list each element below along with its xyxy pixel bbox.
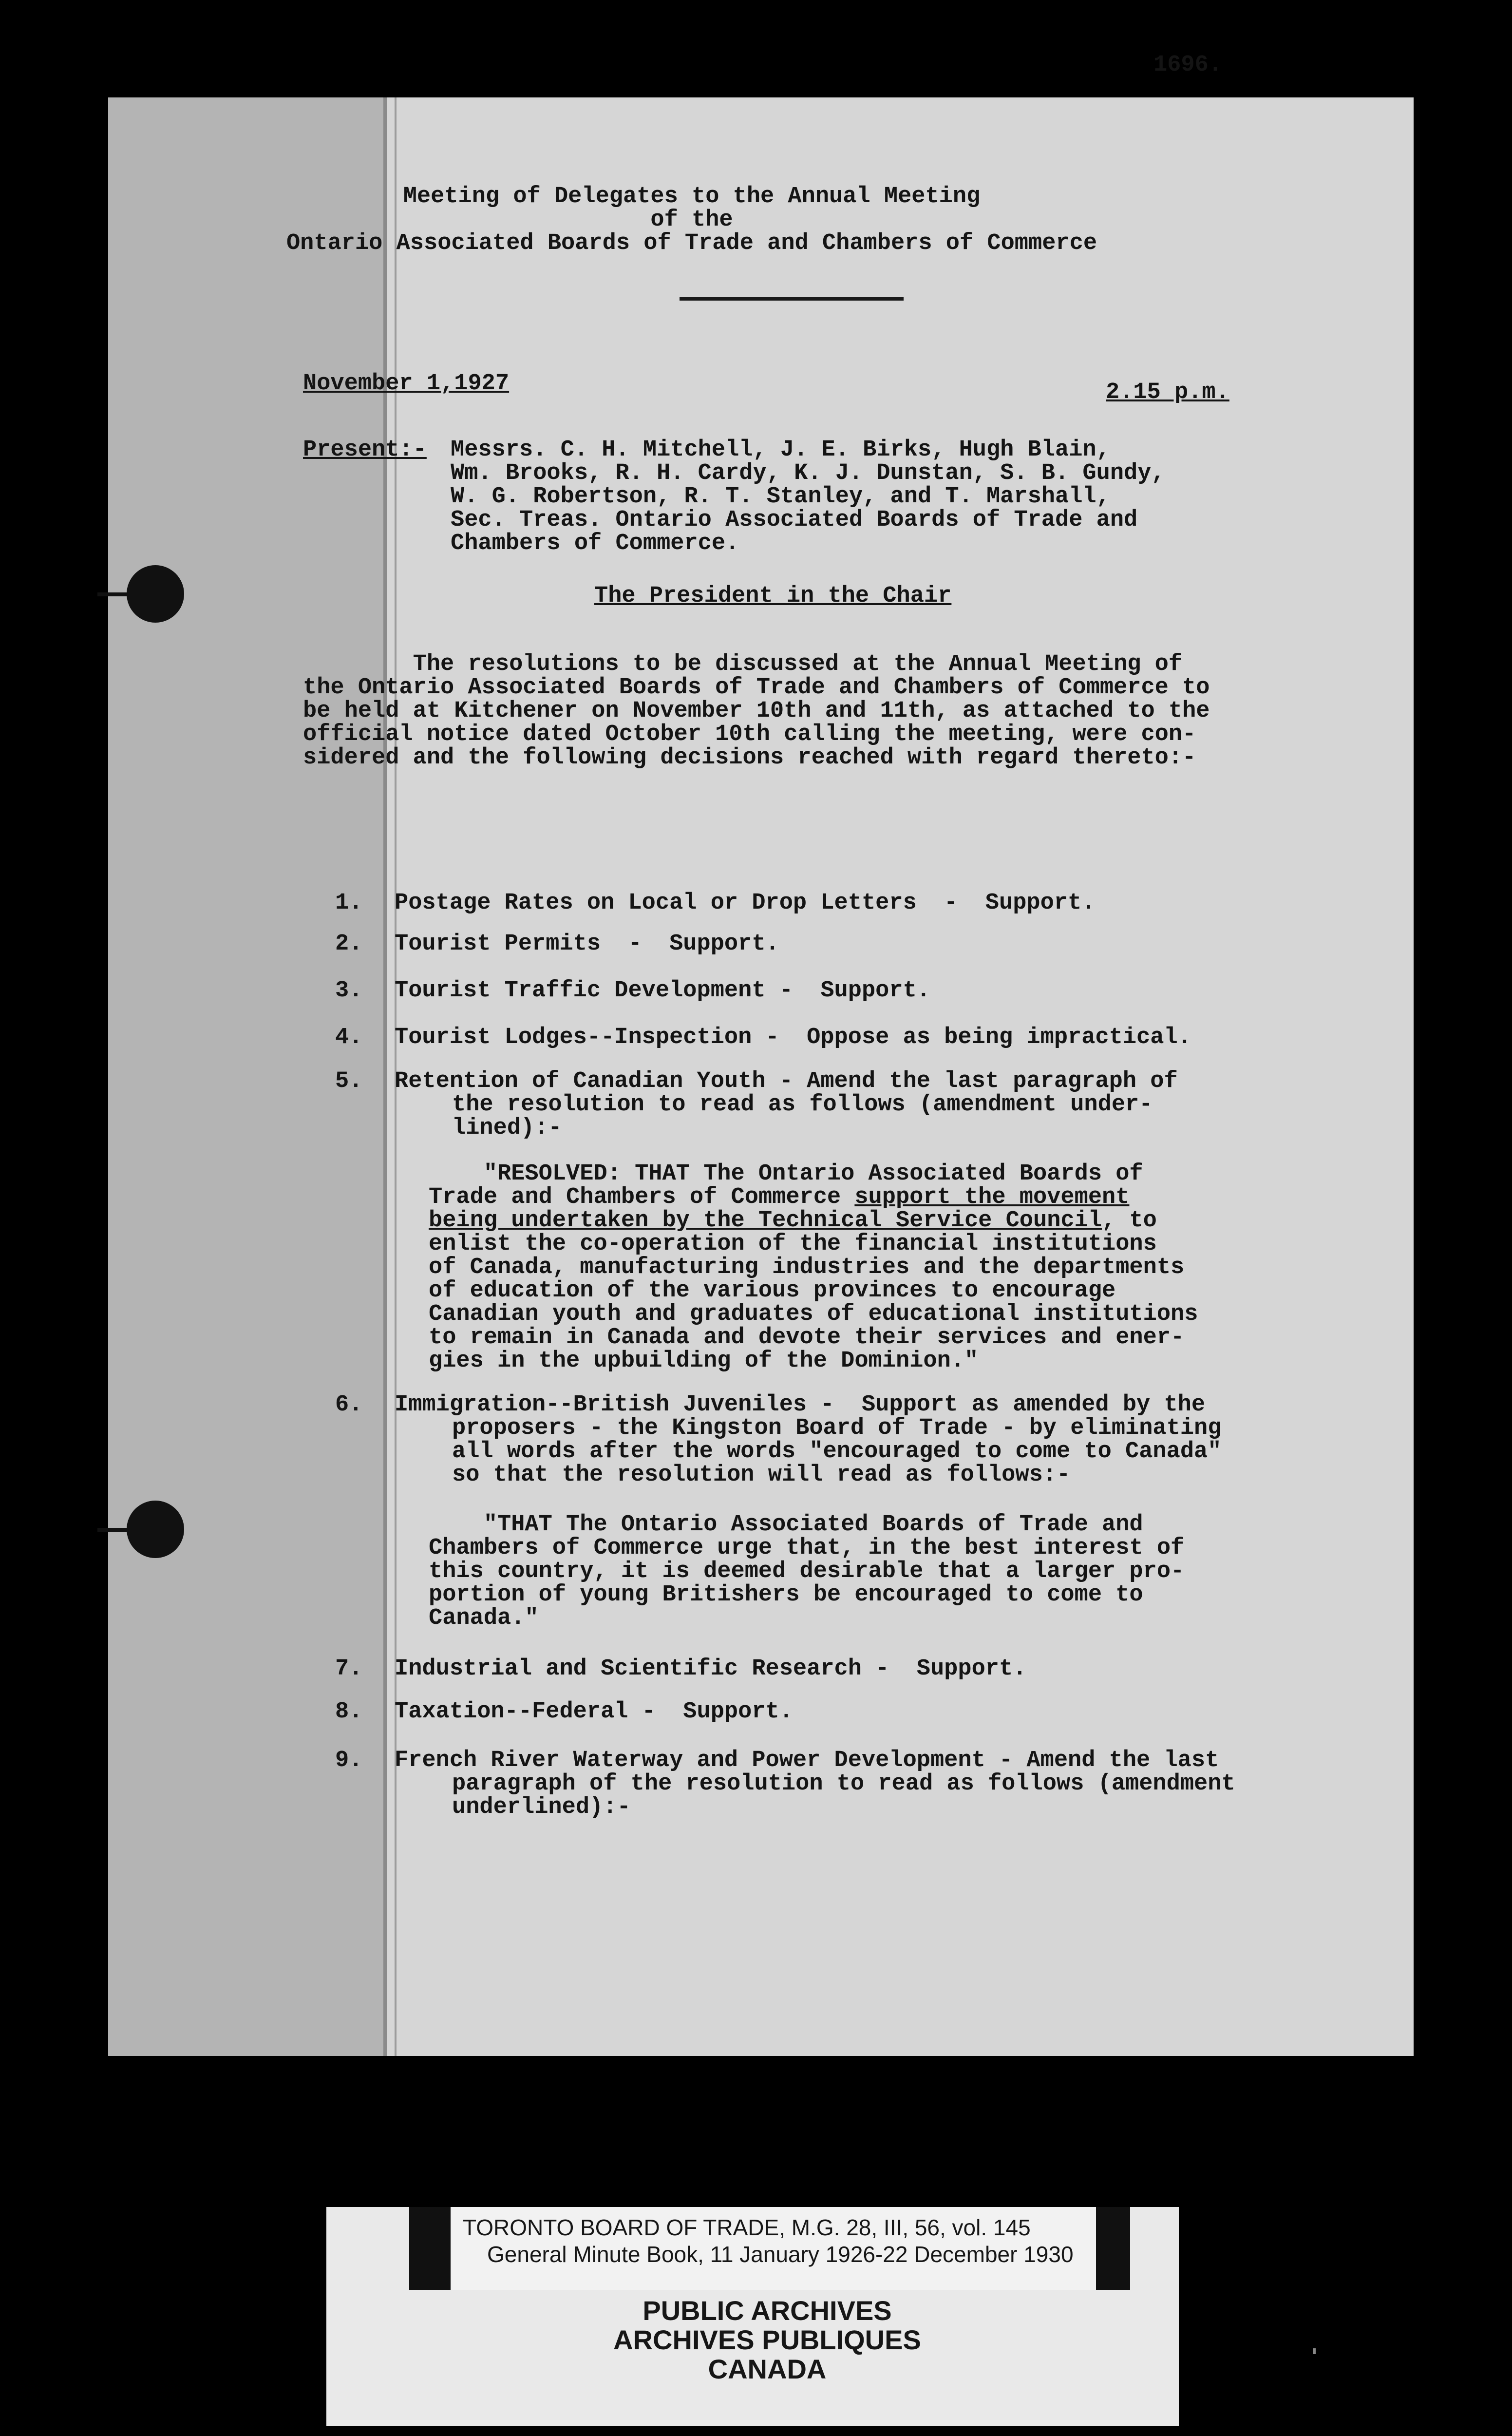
- item-line: lined):-: [452, 1115, 562, 1141]
- item-line: underlined):-: [452, 1794, 631, 1820]
- quote-line: [429, 1209, 1198, 1233]
- quote-line: enlist the co-operation of the financial institutions: [429, 1231, 1157, 1257]
- present-label: Present:-: [303, 437, 427, 463]
- chair-heading: The President in the Chair: [594, 583, 952, 609]
- item-number: 6.: [335, 1392, 363, 1418]
- quote-line: this country, it is deemed desirable that a larger pro-: [429, 1559, 1185, 1584]
- underlined-amendment: support the movement: [854, 1184, 1130, 1210]
- item-line: so that the resolution will read as follows:-: [452, 1462, 1071, 1488]
- archive-country: CANADA: [708, 2354, 827, 2384]
- title-rule: [680, 297, 904, 301]
- item-text: Tourist Lodges--Inspection - Oppose as being impractical.: [395, 1025, 1191, 1050]
- intro-paragraph: [303, 653, 1210, 770]
- item-line: all words after the words "encouraged to come to Canada": [452, 1439, 1222, 1465]
- item-number: 9.: [335, 1748, 363, 1773]
- present-line: Chambers of Commerce.: [451, 531, 739, 556]
- quote-line: "THAT The Ontario Associated Boards of Trade and: [429, 1512, 1143, 1538]
- resolution-quote: [429, 1513, 1184, 1630]
- meeting-date: November 1,1927: [303, 371, 510, 397]
- item-line: the resolution to read as follows (amendment under-: [452, 1092, 1153, 1118]
- intro-line: official notice dated October 10th calling the meeting, were con-: [303, 722, 1196, 747]
- title-line: Meeting of Delegates to the Annual Meeting: [403, 184, 981, 209]
- archive-name-en: PUBLIC ARCHIVES: [643, 2295, 892, 2326]
- quote-line: Chambers of Commerce urge that, in the best interest of: [429, 1535, 1185, 1561]
- item-number: 1.: [335, 890, 363, 916]
- item-number: 5.: [335, 1068, 363, 1094]
- item-number: 8.: [335, 1699, 363, 1725]
- item-line: proposers - the Kingston Board of Trade - by eliminating: [452, 1415, 1222, 1441]
- label-tab: [409, 2207, 451, 2290]
- item-text: Immigration--British Juveniles - Support as amended by the: [395, 1392, 1206, 1418]
- underlined-amendment: being undertaken by the Technical Service Council: [429, 1208, 1102, 1234]
- item-line: paragraph of the resolution to read as follows (amendment: [452, 1771, 1235, 1797]
- present-line: Sec. Treas. Ontario Associated Boards of Trade and: [451, 507, 1138, 533]
- item-text: Taxation--Federal - Support.: [395, 1699, 793, 1725]
- archive-reference: TORONTO BOARD OF TRADE, M.G. 28, III, 56, vol. 145: [463, 2215, 1031, 2240]
- intro-line: be held at Kitchener on November 10th and 11th, as attached to the: [303, 698, 1210, 724]
- resolution-quote: [429, 1162, 1198, 1373]
- item-text-continued: [452, 1093, 1153, 1140]
- page-number: 1696.: [1153, 52, 1223, 78]
- quote-segment: Trade and Chambers of Commerce: [429, 1184, 855, 1210]
- quote-line: [429, 1186, 1198, 1209]
- meeting-time: 2.15 p.m.: [1106, 380, 1229, 405]
- item-number: 7.: [335, 1656, 363, 1682]
- item-text: Tourist Permits - Support.: [395, 931, 779, 957]
- archive-description: General Minute Book, 11 January 1926-22 December 1930: [487, 2242, 1074, 2267]
- quote-segment: , to: [1102, 1208, 1157, 1234]
- present-line: W. G. Robertson, R. T. Stanley, and T. Marshall,: [451, 484, 1110, 510]
- binder-hole-icon: [127, 565, 184, 623]
- quote-line: "RESOLVED: THAT The Ontario Associated Boards of: [429, 1161, 1143, 1187]
- binder-hole-icon: [127, 1501, 184, 1558]
- present-line: Wm. Brooks, R. H. Cardy, K. J. Dunstan, S. B. Gundy,: [451, 460, 1165, 486]
- item-number: 2.: [335, 931, 363, 957]
- item-text: Postage Rates on Local or Drop Letters - Support.: [395, 890, 1096, 916]
- item-text: Industrial and Scientific Research - Support.: [395, 1656, 1027, 1682]
- intro-line: sidered and the following decisions reached with regard thereto:-: [303, 745, 1196, 771]
- label-tab: [1096, 2207, 1130, 2290]
- item-text: Tourist Traffic Development - Support.: [395, 978, 930, 1004]
- film-speck: [1313, 2348, 1316, 2354]
- quote-line: of Canada, manufacturing industries and the departments: [429, 1255, 1185, 1280]
- item-text-continued: [452, 1417, 1221, 1487]
- present-line: Messrs. C. H. Mitchell, J. E. Birks, Hugh Blain,: [451, 437, 1110, 463]
- quote-line: of education of the various provinces to encourage: [429, 1278, 1116, 1304]
- item-text: French River Waterway and Power Development - Amend the last: [395, 1748, 1219, 1773]
- archive-name-fr: ARCHIVES PUBLIQUES: [613, 2324, 921, 2355]
- item-number: 3.: [335, 978, 363, 1004]
- quote-line: to remain in Canada and devote their services and ener-: [429, 1325, 1185, 1351]
- intro-line: The resolutions to be discussed at the Annual Meeting of: [303, 651, 1183, 677]
- page-title: [278, 185, 1106, 255]
- item-text-continued: [452, 1772, 1235, 1819]
- intro-line: the Ontario Associated Boards of Trade and Chambers of Commerce to: [303, 675, 1210, 701]
- quote-line: portion of young Britishers be encouraged to come to: [429, 1582, 1143, 1608]
- item-text: Retention of Canadian Youth - Amend the last paragraph of: [395, 1068, 1178, 1094]
- item-number: 4.: [335, 1025, 363, 1050]
- title-line: Ontario Associated Boards of Trade and Chambers of Commerce: [286, 230, 1097, 256]
- present-list: [451, 438, 1165, 555]
- quote-line: gies in the upbuilding of the Dominion.": [429, 1348, 979, 1374]
- quote-line: Canada.": [429, 1605, 539, 1631]
- quote-line: Canadian youth and graduates of educational institutions: [429, 1301, 1198, 1327]
- title-line: of the: [650, 207, 733, 233]
